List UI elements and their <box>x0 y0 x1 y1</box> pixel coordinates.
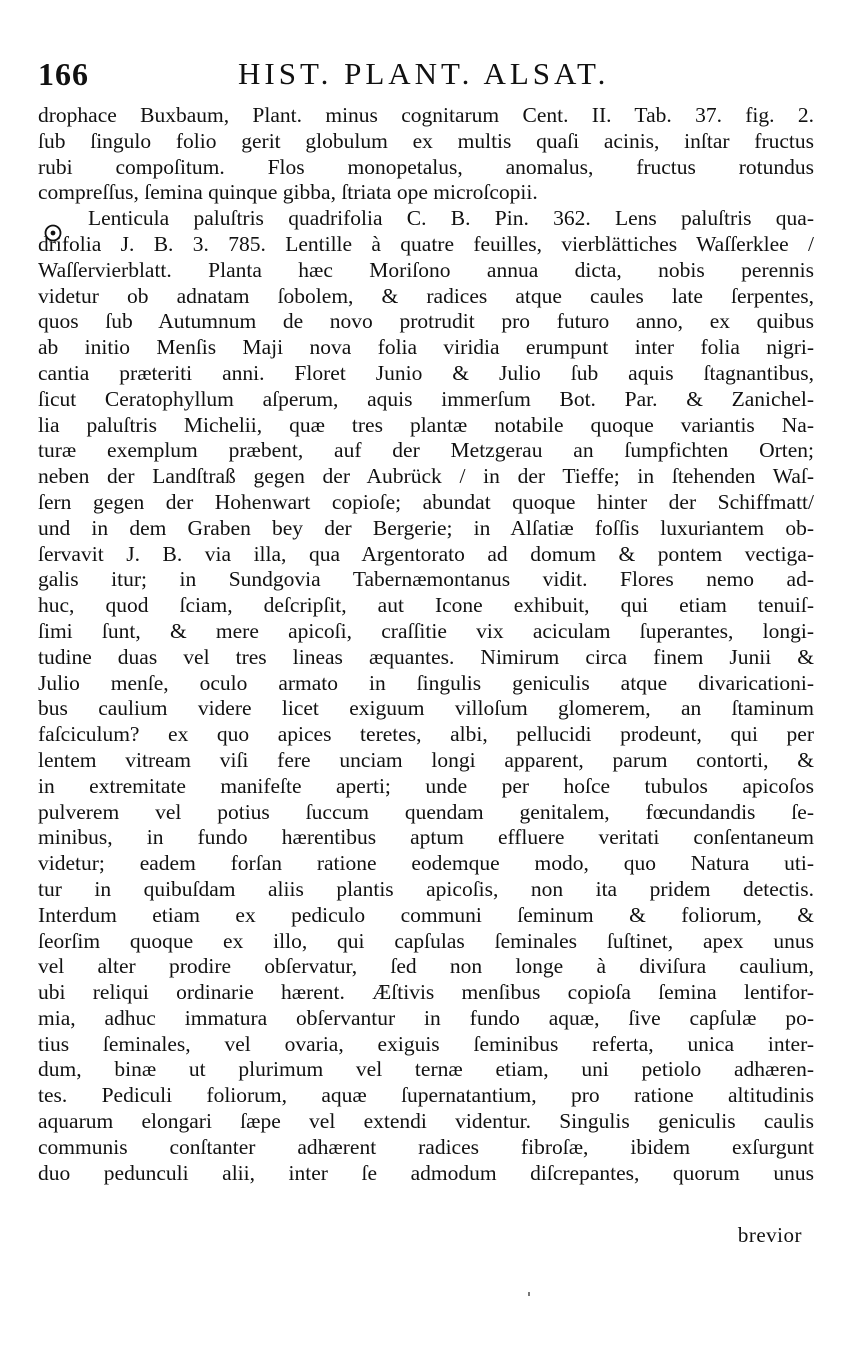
text-line: tur in quibuſdam aliis plantis apicoſis, non ita pridem detectis. <box>38 876 814 901</box>
catchword: brevior <box>737 1223 802 1247</box>
text-line: Waſſervierblatt. Planta hæc Moriſono annua dicta, nobis perennis <box>38 257 814 282</box>
text-line: faſciculum? ex quo apices teretes, albi, pellucidi prodeunt, qui per <box>38 722 814 747</box>
text-line: lentem vitream viſi fere unciam longi apparent, parum contorti, & <box>38 747 814 772</box>
text-line: ſeorſim quoque ex illo, qui capſulas ſeminales ſuſtinet, apex unus <box>38 928 814 953</box>
text-line: Lenticula paluſtris quadrifolia C. B. Pin. 362. Lens paluſtris qua- <box>88 206 814 231</box>
text-line: ſervavit J. B. via illa, qua Argentorato ad domum & pontem vectiga- <box>38 541 814 566</box>
text-line: compreſſus, ſemina quinque gibba, ſtriata ope microſcopii. <box>38 180 538 205</box>
text-line: vel alter prodire obſervatur, ſed non longe à diviſura caulium, <box>38 954 814 979</box>
text-line: communis conſtanter adhærent radices fibroſæ, ibidem exſurgunt <box>38 1134 814 1159</box>
text-line: tius ſeminales, vel ovaria, exiguis ſeminibus referta, unica inter- <box>38 1031 814 1056</box>
text-line: videtur; eadem forſan ratione eodemque modo, quo Natura uti- <box>38 851 814 876</box>
text-line: tudine duas vel tres lineas æquantes. Nimirum circa finem Junii & <box>38 644 814 669</box>
text-line: drifolia J. B. 3. 785. Lentille à quatre feuilles, vierblättiches Waſſerklee / <box>38 231 814 256</box>
text-line: Julio menſe, oculo armato in ſingulis geniculis atque divaricationi- <box>38 670 814 695</box>
text-line: videtur ob adnatam ſobolem, & radices atque caules late ſerpentes, <box>38 283 814 308</box>
text-line: neben der Landſtraß gegen der Aubrück / in der Tieffe; in ſtehenden Waſ- <box>38 464 814 489</box>
text-line: ſub ſingulo folio gerit globulum ex multis quaſi acinis, inſtar fructus <box>38 128 814 153</box>
text-line: rubi compoſitum. Flos monopetalus, anomalus, fructus rotundus <box>38 154 814 179</box>
text-line: bus caulium videre licet exiguum villoſum glomerem, an ſtaminum <box>38 696 814 721</box>
text-line: in extremitate manifeſte aperti; unde per hoſce tubulos apicoſos <box>38 773 814 798</box>
text-line: huc, quod ſciam, deſcripſit, aut Icone exhibuit, qui etiam tenuiſ- <box>38 593 814 618</box>
text-line: drophace Buxbaum, Plant. minus cognitarum Cent. II. Tab. 37. fig. 2. <box>38 103 814 127</box>
text-line: dum, binæ ut plurimum vel ternæ etiam, uni petiolo adhæren- <box>38 1057 814 1082</box>
text-line: und in dem Graben bey der Bergerie; in Alſatiæ foſſis luxuriantem ob- <box>38 515 814 540</box>
text-line: lia paluſtris Michelii, quæ tres plantæ notabile quoque variantis Na- <box>38 412 814 437</box>
text-line: mia, adhuc immatura obſervantur in fundo aquæ, ſive capſulæ po- <box>38 1005 814 1030</box>
body-text <box>38 103 814 1186</box>
text-line: ſern gegen der Hohenwart copioſe; abundat quoque hinter der Schiffmatt/ <box>38 489 814 514</box>
text-line: ſimi ſunt, & mere apicoſi, craſſitie vix aciculam ſuperantes, longi- <box>38 618 814 643</box>
text-line: cantia præteriti anni. Floret Junio & Julio ſub aquis ſtagnantibus, <box>38 360 814 385</box>
text-line: Interdum etiam ex pediculo communi ſeminum & foliorum, & <box>38 902 814 927</box>
text-line: quos ſub Autumnum de novo protrudit pro futuro anno, ex quibus <box>38 309 814 334</box>
running-head: HIST. PLANT. ALSAT. <box>238 56 610 91</box>
text-line: galis itur; in Sundgovia Tabernæmontanus vidit. Flores nemo ad- <box>38 567 814 592</box>
text-line: pulverem vel potius ſuccum quendam genitalem, fœcundandis ſe- <box>38 799 814 824</box>
text-line: ſicut Ceratophyllum aſperum, aquis immerſum Bot. Par. & Zanichel- <box>38 386 814 411</box>
print-speck <box>528 1292 530 1296</box>
text-line: aquarum elongari ſæpe vel extendi videntur. Singulis geniculis caulis <box>38 1109 814 1134</box>
text-line: turæ exemplum præbent, auf der Metzgerau an ſumpfichten Orten; <box>38 438 814 463</box>
text-line: duo pedunculi alii, inter ſe admodum diſcrepantes, quorum unus <box>38 1160 814 1185</box>
page-number: 166 <box>38 56 89 92</box>
text-line: minibus, in fundo hærentibus aptum effluere veritati conſentaneum <box>38 825 814 850</box>
page-header <box>38 56 808 96</box>
text-line: ubi reliqui ordinarie hærent. Æſtivis menſibus copioſa ſemina lentifor- <box>38 980 814 1005</box>
text-line: tes. Pediculi foliorum, aquæ ſupernatantium, pro ratione altitudinis <box>38 1083 814 1108</box>
text-line: ab initio Menſis Maji nova folia viridia erumpunt inter folia nigri- <box>38 335 814 360</box>
